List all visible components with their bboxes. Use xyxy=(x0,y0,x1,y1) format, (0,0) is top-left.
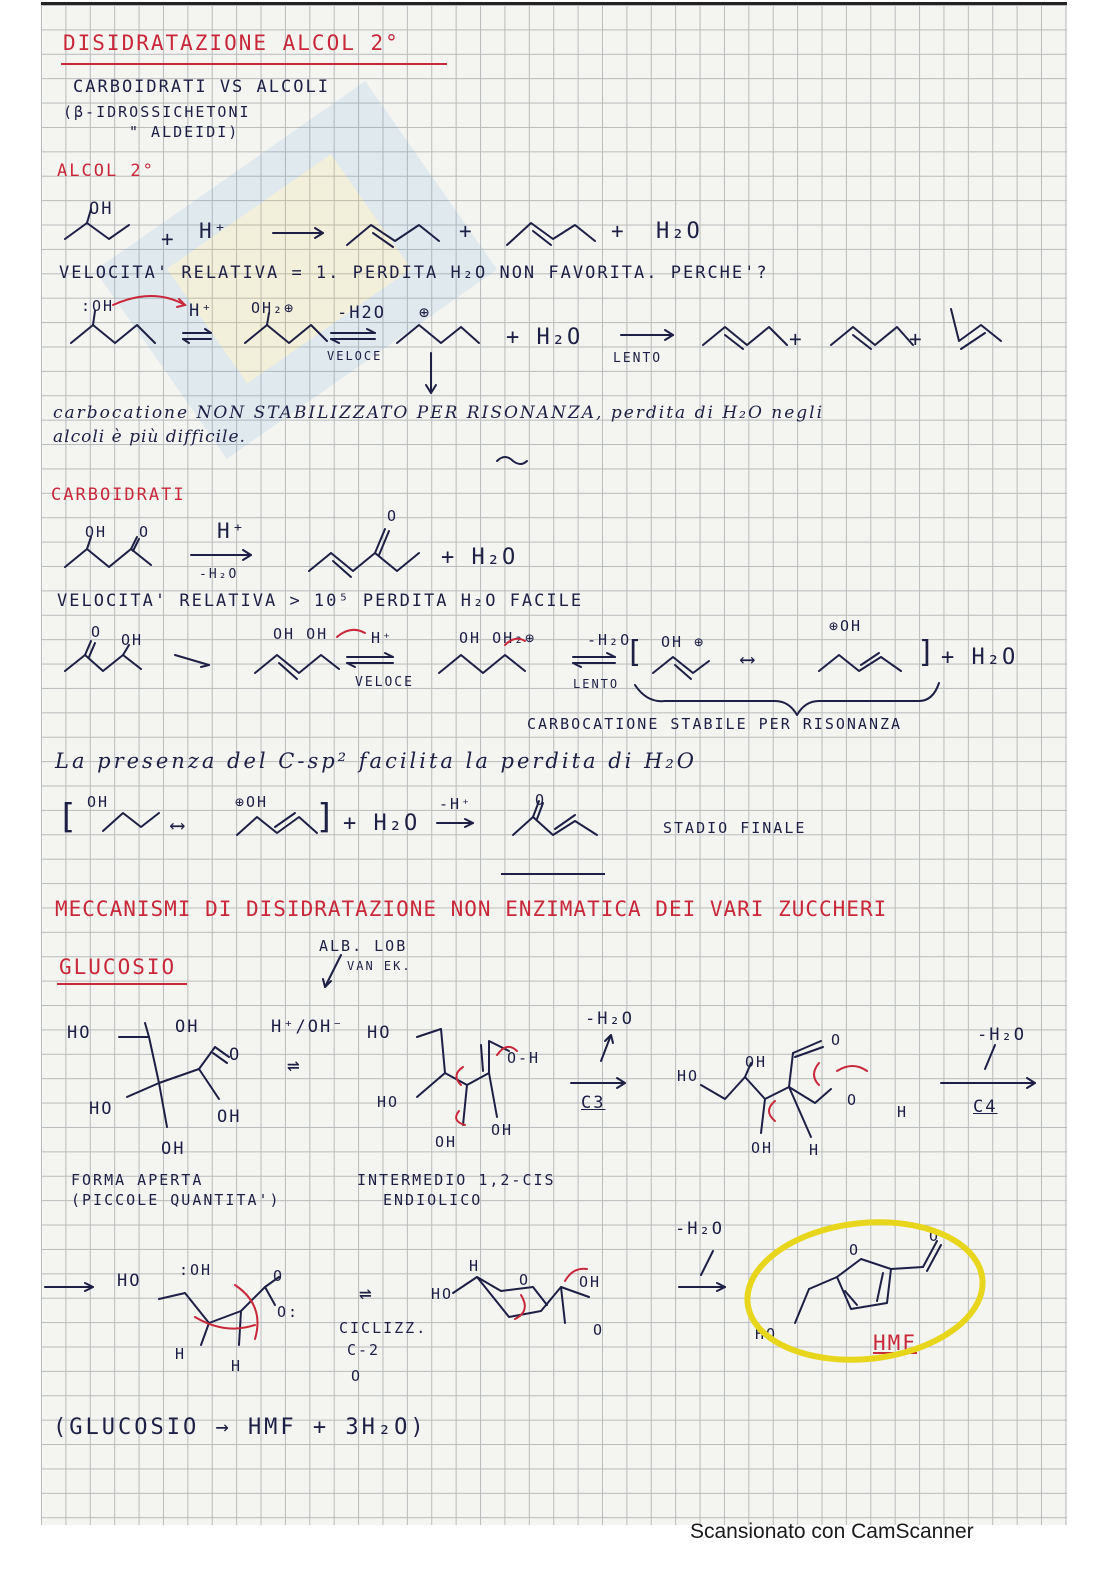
rate-text-2: VELOCITA' RELATIVA > 10⁵ PERDITA H₂O FACILE xyxy=(57,591,584,611)
open-oh2: OH xyxy=(217,1107,242,1127)
row3-o: O xyxy=(273,1267,285,1285)
c3-water: -H₂O xyxy=(585,1009,634,1029)
ene-label2: ENDIOLICO xyxy=(383,1191,483,1209)
row3-ho: HO xyxy=(117,1271,142,1291)
alb-note2: VAN EK. xyxy=(347,959,412,973)
mech2-o: O xyxy=(91,623,103,641)
bracket-close: ] xyxy=(917,635,938,670)
note-line2: alcoli è più difficile. xyxy=(53,427,246,447)
c4-water: -H₂O xyxy=(977,1025,1026,1045)
c3-label: C3 xyxy=(581,1093,606,1113)
ene-oh2: OH xyxy=(491,1121,514,1139)
alcol-label: ALCOL 2° xyxy=(57,161,155,181)
open-o: O xyxy=(229,1045,242,1065)
carboidrati-label: CARBOIDRATI xyxy=(51,485,186,505)
row3b-o2: O xyxy=(593,1321,605,1339)
rate-text-1: VELOCITA' RELATIVA = 1. PERDITA H₂O NON FAVORITA. PERCHE'? xyxy=(59,263,769,283)
int2-oh2: OH xyxy=(751,1139,774,1157)
final-oh2: ⊕OH xyxy=(235,793,269,811)
sec2-h-plus: H⁺ xyxy=(217,519,247,543)
mech1-plus-b: + xyxy=(909,327,924,351)
row3-oh: :OH xyxy=(179,1261,213,1279)
equilibrium-arrow-2: ⇌ xyxy=(359,1281,374,1305)
mech1-lento: LENTO xyxy=(613,351,663,366)
cycl1: CICLIZZ. xyxy=(339,1319,428,1337)
bracket2-open: [ xyxy=(57,797,80,837)
open-ho2: HO xyxy=(89,1099,114,1119)
sec2-minus-h2o: -H₂O xyxy=(199,567,239,582)
eq1-water: H₂O xyxy=(656,219,702,244)
mech2-h: H⁺ xyxy=(371,629,394,647)
sec2-oh: OH xyxy=(85,523,108,541)
note-line1: carbocatione NON STABILIZZATO PER RISONANZA, perdita di H₂O negli xyxy=(53,403,825,423)
alb-note1: ALB. LOB xyxy=(319,937,408,955)
bracket-open: [ xyxy=(625,635,646,670)
sec2-plus-h2o: + H₂O xyxy=(441,545,518,570)
compare-line2: (β-IDROSSICHETONI xyxy=(63,103,251,121)
cycl3: O xyxy=(351,1367,363,1385)
final-o: O xyxy=(535,791,547,809)
hmf-o: O xyxy=(849,1241,861,1259)
final-minus-h: -H⁺ xyxy=(439,795,473,813)
compare-line1: CARBOIDRATI VS ALCOLI xyxy=(73,77,330,97)
mech2-res1: OH ⊕ xyxy=(661,633,706,651)
mech2-minus-h2o: -H₂O xyxy=(587,631,632,649)
sec2-ketone-o: O xyxy=(387,507,399,525)
ene-ho: HO xyxy=(367,1023,392,1043)
mech1-plus-h2o: + H₂O xyxy=(506,325,583,350)
int2-oh: OH xyxy=(745,1053,768,1071)
int2-o: O xyxy=(831,1031,843,1049)
summary-equation: (GLUCOSIO → HMF + 3H₂O) xyxy=(53,1415,427,1440)
row3b-oh: OH xyxy=(579,1273,602,1291)
cond-h-oh: H⁺/OH⁻ xyxy=(271,1017,345,1037)
stable-text: CARBOCATIONE STABILE PER RISONANZA xyxy=(527,715,903,733)
eq1-plus2: + xyxy=(459,219,474,243)
final-label: STADIO FINALE xyxy=(663,819,807,837)
mech2-lento: LENTO xyxy=(573,677,620,691)
eq1-plus: + xyxy=(161,227,176,251)
ene-label1: INTERMEDIO 1,2-CIS xyxy=(357,1171,556,1189)
ene-oh3: OH xyxy=(435,1133,458,1151)
open-oh: OH xyxy=(175,1017,200,1037)
int2-ho: HO xyxy=(677,1067,700,1085)
int2-h: H xyxy=(897,1103,909,1121)
glucose-label: GLUCOSIO xyxy=(59,955,177,979)
mech1-plus-a: + xyxy=(789,327,804,351)
row3-h2: H xyxy=(231,1357,243,1375)
mech2-ohoh: OH OH xyxy=(273,625,329,643)
eq1-plus3: + xyxy=(611,219,626,243)
bracket2-close: ] xyxy=(315,797,338,837)
mech2-veloce: VELOCE xyxy=(355,675,414,690)
hmf-label: HMF xyxy=(873,1331,917,1355)
ene-ho2: HO xyxy=(377,1093,400,1111)
hmf-o2: O xyxy=(929,1227,941,1245)
open-oh3: OH xyxy=(161,1139,186,1159)
row3-h: H xyxy=(175,1345,187,1363)
mech1-oh2: OH₂⊕ xyxy=(251,299,296,317)
open-label2: (PICCOLE QUANTITA') xyxy=(71,1191,281,1209)
oh-label: OH xyxy=(89,199,114,219)
compare-line3: " ALDEIDI) xyxy=(129,123,240,141)
mech2-oh: OH xyxy=(121,631,144,649)
section3-title: MECCANISMI DI DISIDRATAZIONE NON ENZIMATICA DEI VARI ZUCCHERI xyxy=(55,897,888,921)
hmf-ho: HO xyxy=(755,1325,778,1343)
final-oh: OH xyxy=(87,793,110,811)
sec2-o: O xyxy=(139,523,151,541)
hmf-highlight-circle xyxy=(41,5,1067,1525)
final-plus-h2o: + H₂O xyxy=(343,811,420,836)
cycl2: C-2 xyxy=(347,1341,381,1359)
row3b-h: H xyxy=(469,1257,481,1275)
row3b-o: O xyxy=(519,1271,531,1289)
mech2-res2: ⊕OH xyxy=(829,617,863,635)
mech2-plus-h2o: + H₂O xyxy=(941,645,1018,670)
open-label1: FORMA APERTA xyxy=(71,1171,204,1189)
int2-h2: H xyxy=(809,1141,821,1159)
grid-paper-page xyxy=(41,2,1067,1525)
mech1-minus-h2o: -H2O xyxy=(337,303,386,323)
final-res-arrow: ⟷ xyxy=(171,813,186,837)
mech2-res-arrow: ⟷ xyxy=(741,647,756,671)
mech1-veloce: VELOCE xyxy=(327,349,383,363)
row3-o2: O: xyxy=(277,1303,300,1321)
mech1-h: H⁺ xyxy=(189,301,214,321)
mech1-oh: :OH xyxy=(81,297,115,315)
mech1-cation: ⊕ xyxy=(419,303,432,323)
ene-oh: O-H xyxy=(507,1049,541,1067)
row3b-ho: HO xyxy=(431,1285,454,1303)
open-ho: HO xyxy=(67,1023,92,1043)
last-water: -H₂O xyxy=(675,1219,724,1239)
int2-o2: O xyxy=(847,1091,859,1109)
camscanner-footer: Scansionato con CamScanner xyxy=(690,1520,974,1543)
section1-title: DISIDRATAZIONE ALCOL 2° xyxy=(63,31,400,55)
c4-label: C4 xyxy=(973,1097,998,1117)
mech2-oh-oh2: OH OH₂⊕ xyxy=(459,629,537,647)
sp2-text: La presenza del C-sp² facilita la perdita di H₂O xyxy=(55,749,698,773)
equilibrium-arrow-1: ⇌ xyxy=(287,1053,302,1077)
eq1-h-plus: H⁺ xyxy=(199,219,229,243)
